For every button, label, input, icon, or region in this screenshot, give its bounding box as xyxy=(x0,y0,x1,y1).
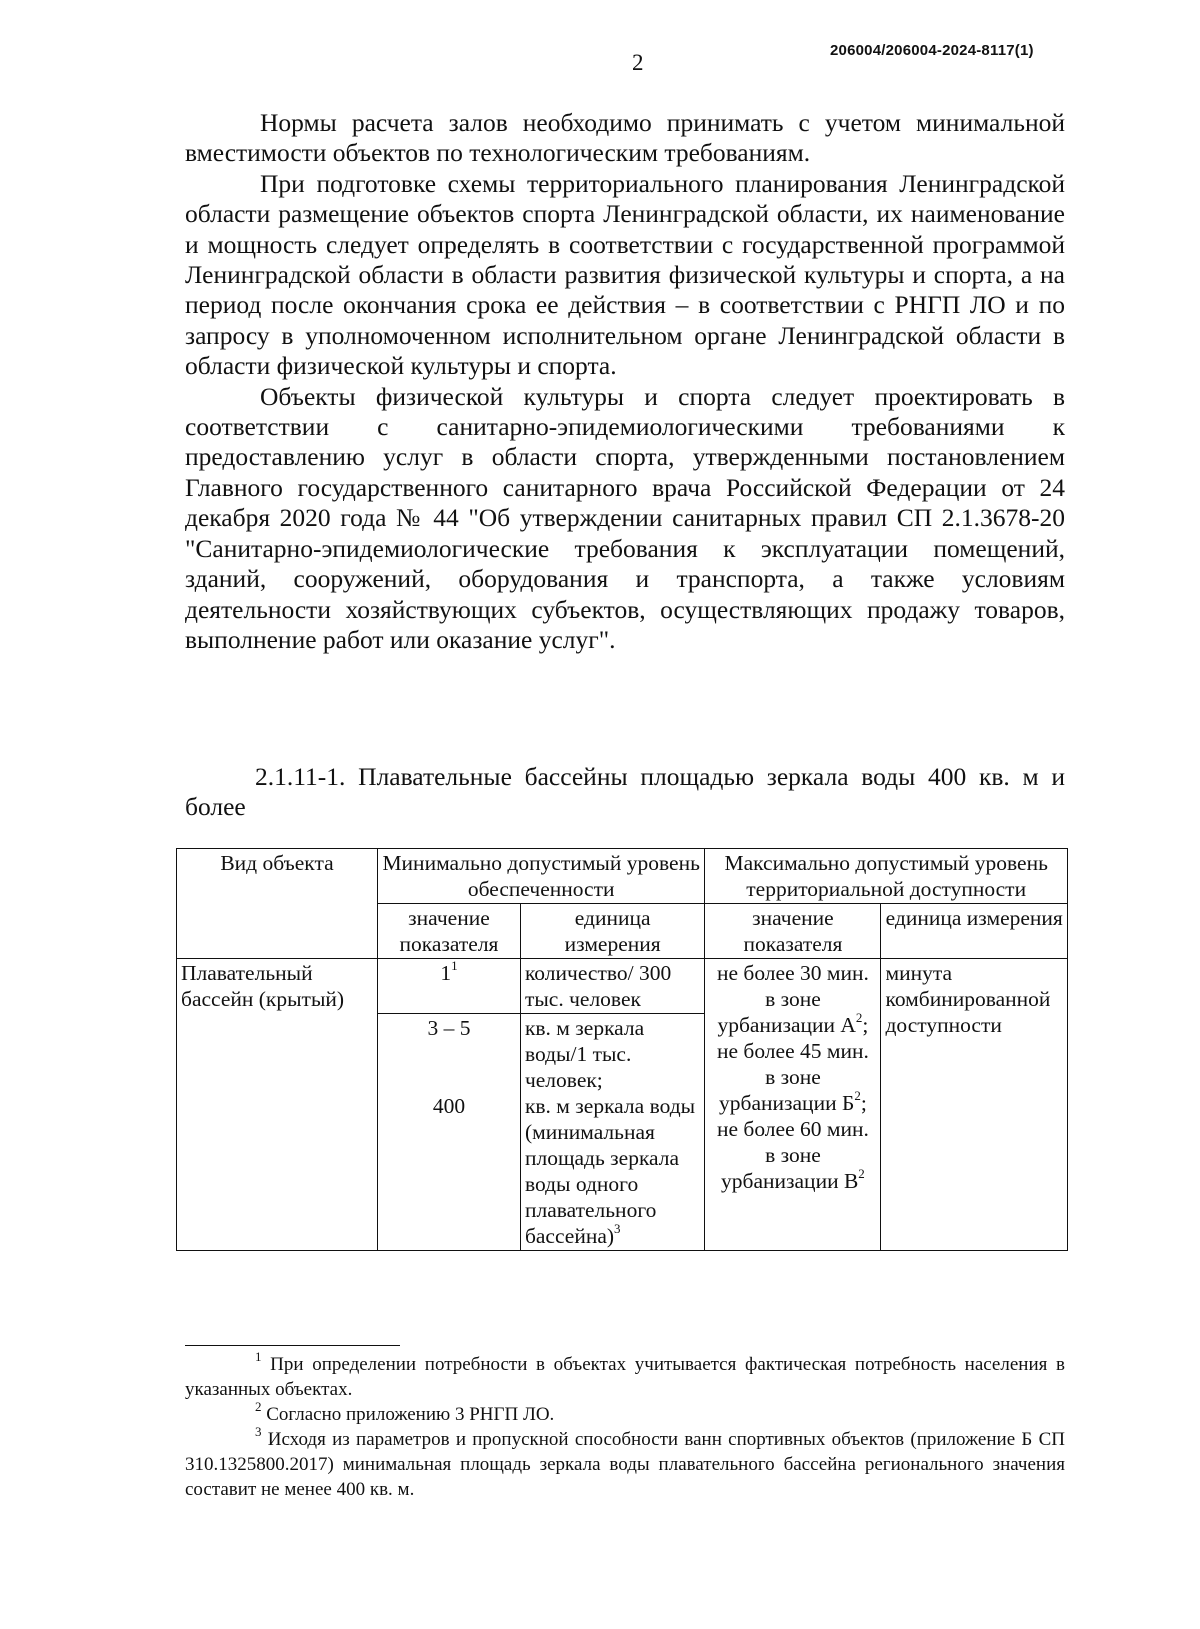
unit-cell: количество/ 300 тыс. человек xyxy=(520,959,704,1014)
footnote-ref: 2 xyxy=(854,1087,861,1103)
section-title: 2.1.11-1. Плавательные бассейны площадью зеркала воды 400 кв. м и более xyxy=(185,762,1065,822)
footnote-mark: 2 xyxy=(255,1398,262,1414)
unit-text: кв. м зеркала воды/1 тыс. человек; xyxy=(524,1016,645,1092)
header-max-level: Максимально допустимый уровень территориальной доступности xyxy=(705,849,1068,904)
value-text: 400 xyxy=(432,1094,466,1118)
footnote-ref: 2 xyxy=(855,1009,863,1025)
footnote-ref: 1 xyxy=(451,957,458,973)
norms-table xyxy=(176,848,1068,1251)
subheader-value: значение показателя xyxy=(377,904,520,959)
subheader-value: значение показателя xyxy=(705,904,881,959)
table-row xyxy=(177,959,1068,1014)
value-text: 3 – 5 xyxy=(427,1016,471,1040)
access-zone-b: не более 45 мин. в зоне урбанизации $Б^2$; xyxy=(716,1039,869,1115)
paragraph: Нормы расчета залов необходимо принимать с учетом минимальной вместимости объектов по технологическим требованиям. xyxy=(185,108,1065,168)
subheader-unit: единица измерения xyxy=(520,904,704,959)
footnotes xyxy=(185,1348,1065,1502)
page-number: 2 xyxy=(632,50,644,75)
unit-text: кв. м зеркала воды (минимальная площадь зеркала воды одного плавательного бассейна)$^3$ xyxy=(524,1094,696,1248)
access-value-cell xyxy=(705,959,881,1251)
access-zone-a: не более 30 мин. в зоне урбанизации $А^2$; xyxy=(716,961,869,1037)
footnote: $^1$ При определении потребности в объектах учитывается фактическая потребность населения в указанных объектах. xyxy=(185,1348,1065,1400)
footnote-ref: 2 xyxy=(858,1165,865,1181)
value-cell xyxy=(377,1014,520,1251)
footnote-mark: 1 xyxy=(255,1348,262,1364)
document-id: 206004/206004-2024-8117(1) xyxy=(830,42,1034,59)
access-unit-cell: минута комбинированной доступности xyxy=(881,959,1068,1251)
value-cell xyxy=(377,959,520,1014)
object-name-cell: Плавательный бассейн (крытый) xyxy=(177,959,378,1251)
footnote-divider xyxy=(185,1345,400,1346)
header-object-type: Вид объекта xyxy=(177,849,378,959)
access-zone-c: не более 60 мин. в зоне урбанизации $В^2$ xyxy=(716,1117,869,1193)
table-header-row xyxy=(177,849,1068,904)
footnote: $^2$ Согласно приложению 3 РНГП ЛО. xyxy=(255,1398,555,1425)
footnote-ref: 3 xyxy=(614,1220,621,1236)
paragraph: Объекты физической культуры и спорта следует проектировать в соответствии с санитарно-эпидемиологическими требованиями к предоставлению услуг в области спорта, утвержденными постановлением Главного государственного санитарного врача Российской Федерации от 24 декабря 2020 года № 44 "Об утверждении санитарных правил СП 2.1.3678-20 "Санитарно-эпидемиологические требования к эксплуатации помещений, зданий, сооружений, оборудования и транспорта, а также условиям деятельности хозяйствующих субъектов, осуществляющих продажу товаров, выполнение работ или оказание услуг". xyxy=(185,381,1065,654)
paragraph: При подготовке схемы территориального планирования Ленинградской области размещение объектов спорта Ленинградской области, их наименование и мощность следует определять в соответствии с государственной программой Ленинградской области в области развития физической культуры и спорта, а на период после окончания срока ее действия – в соответствии с РНГП ЛО и по запросу в уполномоченном исполнительном органе Ленинградской области в области физической культуры и спорта. xyxy=(185,168,1065,381)
body-text xyxy=(185,108,1065,655)
value-text: 1 xyxy=(440,961,452,985)
unit-cell xyxy=(520,1014,704,1251)
subheader-unit: единица измерения xyxy=(881,904,1068,959)
footnote: $^3$ Исходя из параметров и пропускной способности ванн спортивных объектов (приложение Б СП 310.1325800.2017) минимальная площадь зеркала воды плавательного бассейна регионального значения составит не менее 400 кв. м. xyxy=(185,1423,1065,1500)
footnote-mark: 3 xyxy=(255,1423,262,1439)
header-min-level: Минимально допустимый уровень обеспеченности xyxy=(377,849,704,904)
